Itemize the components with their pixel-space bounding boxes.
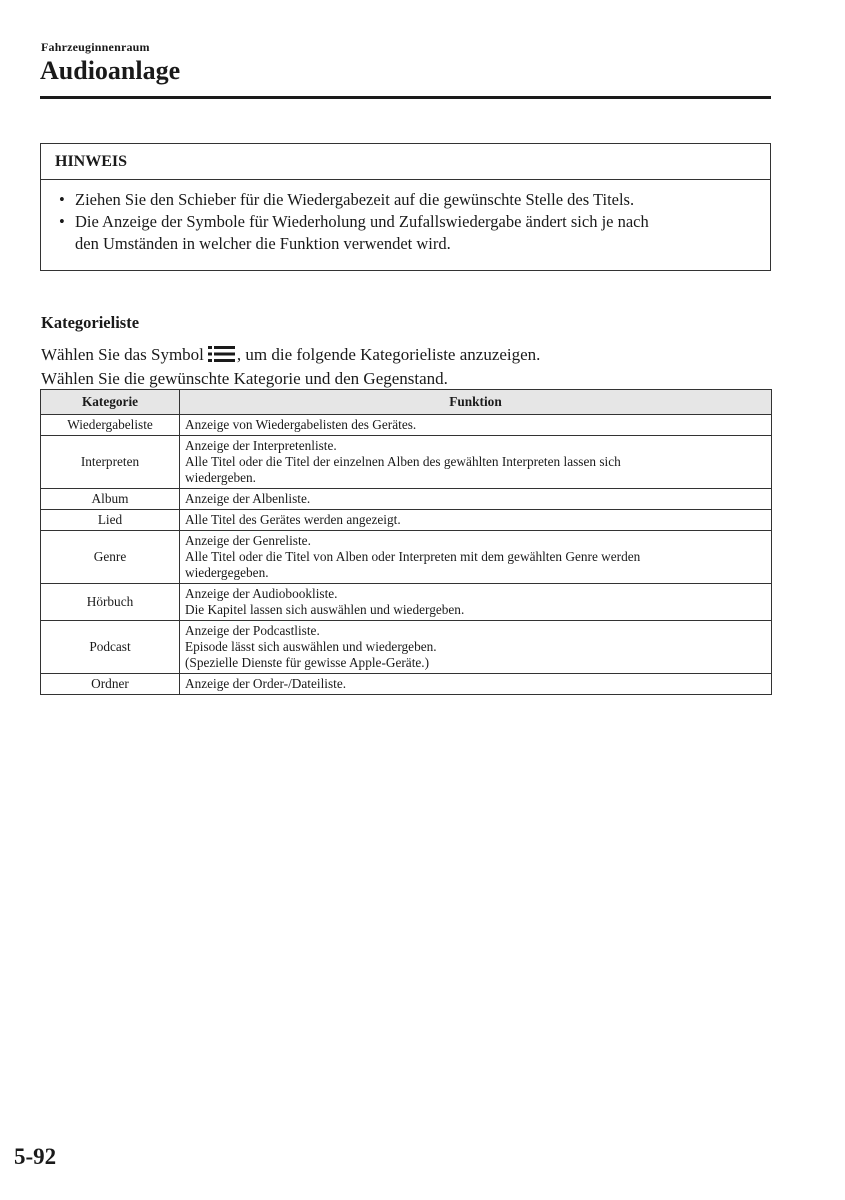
function-cell [180,510,772,531]
category-cell: Wiedergabeliste [41,415,180,436]
function-cell [180,531,772,584]
function-cell [180,584,772,621]
category-cell: Hörbuch [41,584,180,621]
intro-text: , um die folgende Kategorieliste anzuzeigen. [236,345,541,364]
category-cell: Genre [41,531,180,584]
table-row [41,531,772,584]
column-header-function: Funktion [180,390,772,415]
note-item [57,189,756,211]
function-line: Anzeige der Order-/Dateiliste. [185,676,347,691]
list-menu-icon [208,346,235,368]
function-cell [180,436,772,489]
function-cell [180,489,772,510]
function-line: wiedergegeben. [185,565,269,580]
table-row [41,510,772,531]
title-divider [40,96,771,99]
function-line: Alle Titel oder die Titel von Alben oder Interpreten mit dem gewählten Genre werden [185,549,641,564]
function-line: Die Kapitel lassen sich auswählen und wiedergeben. [185,602,465,617]
function-line: Anzeige der Podcastliste. [185,623,320,638]
category-cell: Interpreten [41,436,180,489]
section-label: Fahrzeuginnenraum [41,40,150,54]
category-table [40,389,772,695]
note-text: Ziehen Sie den Schieber für die Wiedergabezeit auf die gewünschte Stelle des Titels. [75,190,635,209]
table-row [41,621,772,674]
category-cell: Podcast [41,621,180,674]
function-line: wiedergeben. [185,470,257,485]
function-line: (Spezielle Dienste für gewisse Apple-Geräte.) [185,655,430,670]
function-line: Anzeige von Wiedergabelisten des Gerätes. [185,417,417,432]
table-row [41,674,772,695]
category-heading: Kategorieliste [41,313,140,332]
function-line: Anzeige der Genreliste. [185,533,311,548]
note-heading: HINWEIS [41,144,770,180]
table-row [41,415,772,436]
function-cell [180,415,772,436]
note-box [40,143,771,271]
function-line: Episode lässt sich auswählen und wiedergeben. [185,639,437,654]
note-text: Die Anzeige der Symbole für Wiederholung und Zufallswiedergabe ändert sich je nach [75,212,649,231]
function-line: Alle Titel des Gerätes werden angezeigt. [185,512,401,527]
category-cell: Lied [41,510,180,531]
function-line: Anzeige der Albenliste. [185,491,311,506]
function-line: Anzeige der Audiobookliste. [185,586,338,601]
intro-line: Wählen Sie die gewünschte Kategorie und den Gegenstand. [41,369,448,388]
column-header-category: Kategorie [41,390,180,415]
function-cell [180,674,772,695]
intro-text: Wählen Sie das Symbol [41,345,204,364]
function-cell [180,621,772,674]
bullet-icon: • [59,212,65,231]
function-line: Alle Titel oder die Titel der einzelnen Alben des gewählten Interpreten lassen sich [185,454,621,469]
table-header-row [41,390,772,415]
page-number: 5-92 [14,1144,57,1169]
bullet-icon: • [59,190,65,209]
note-text: den Umständen in welcher die Funktion verwendet wird. [75,234,451,253]
note-body [41,180,770,255]
page-title: Audioanlage [40,56,181,85]
function-line: Anzeige der Interpretenliste. [185,438,337,453]
category-cell: Album [41,489,180,510]
category-cell: Ordner [41,674,180,695]
table-row [41,584,772,621]
table-row [41,489,772,510]
note-item [57,211,756,255]
table-row [41,436,772,489]
intro-line [41,344,540,368]
category-intro [41,344,540,390]
